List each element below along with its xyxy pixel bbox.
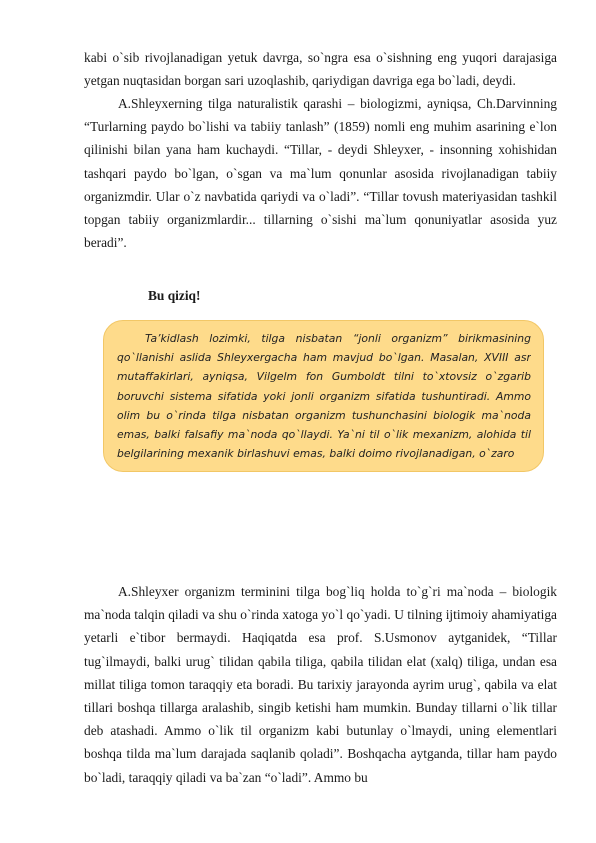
callout-box [103, 320, 544, 472]
paragraph-shleyxer-naturalism: A.Shleyxerning tilga naturalistik qarashi – biologizmi, ayniqsa, Ch.Darvinning “Turlarning paydo bo`lishi va tabiiy tanlash” (1859) nomli eng muhim asarining e`lon qilinishi bilan yana ham kuchaydi. “Tillar, - deydi Shleyxer, - insonning xohishidan tashqari paydo bo`lgan, o`sgan va ma`lum qonunlar asosida rivojlanadigan tabiiy organizmdir. Ular o`z navbatida qariydi va o`ladi”. “Tillar tovush materiyasidan tashkil topgan tabiiy organizmlardir... tillarning o`sishi ma`lum qonuniyatlar asosida yuz beradi”. [84, 96, 557, 251]
callout-heading: Bu qiziq! [148, 288, 201, 303]
paragraph-organism-term: A.Shleyxer organizm terminini tilga bog`liq holda to`g`ri ma`noda – biologik ma`noda talqin qiladi va shu o`rinda xatoga yo`l qo`yadi. U tilning ijtimoiy ahamiyatiga yetarli e`tibor bermaydi. Haqiqatda esa prof. S.Usmonov aytganidek, “Tillar tug`ilmaydi, balki urug` tilidan qabila tiliga, qabila tilidan elat (xalq) tiliga, undan esa millat tiliga tomon taraqqiy eta boradi. Bu tarixiy jarayonda ayrim urug`, qabila va elat tillari boshqa tillarga aralashib, singib ketishi ham mumkin. Bunday tillarni o`lik tillar deb atashadi. Ammo o`lik til organizm kabi butunlay o`lmaydi, uning elementlari boshqa tilda ma`lum darajada saqlanib qoladi”. Boshqacha aytganda, tillar ham paydo bo`ladi, taraqqiy qiladi va ba`zan “o`ladi”. Ammo bu [84, 584, 557, 785]
callout-text: Ta’kidlash lozimki, tilga nisbatan “jonli organizm” birikmasining qo`llanishi aslida Shleyxergacha ham mavjud bo`lgan. Masalan, XVIII asr mutaffakirlari, ayniqsa, Vilgelm fon Gumboldt tilni to`xtovsiz o`zgarib boruvchi sistema sifatida yoki jonli organizm sifatida tushuntiradi. Ammo olim bu o`rinda tilga nisbatan organizm tushunchasini biologik ma`noda emas, balki falsafiy ma`noda qo`llaydi. Ya`ni til o`lik mexanizm, alohida til belgilarining mexanik birlashuvi emas, balki doimo rivojlanadigan, o`zaro [117, 332, 531, 461]
paragraph-intro: kabi o`sib rivojlanadigan yetuk davrga, so`ngra esa o`sishning eng yuqori darajasiga yetgan nuqtasidan borgan sari uzoqlashib, qariydigan davriga ega bo`ladi, deydi. [84, 50, 557, 89]
